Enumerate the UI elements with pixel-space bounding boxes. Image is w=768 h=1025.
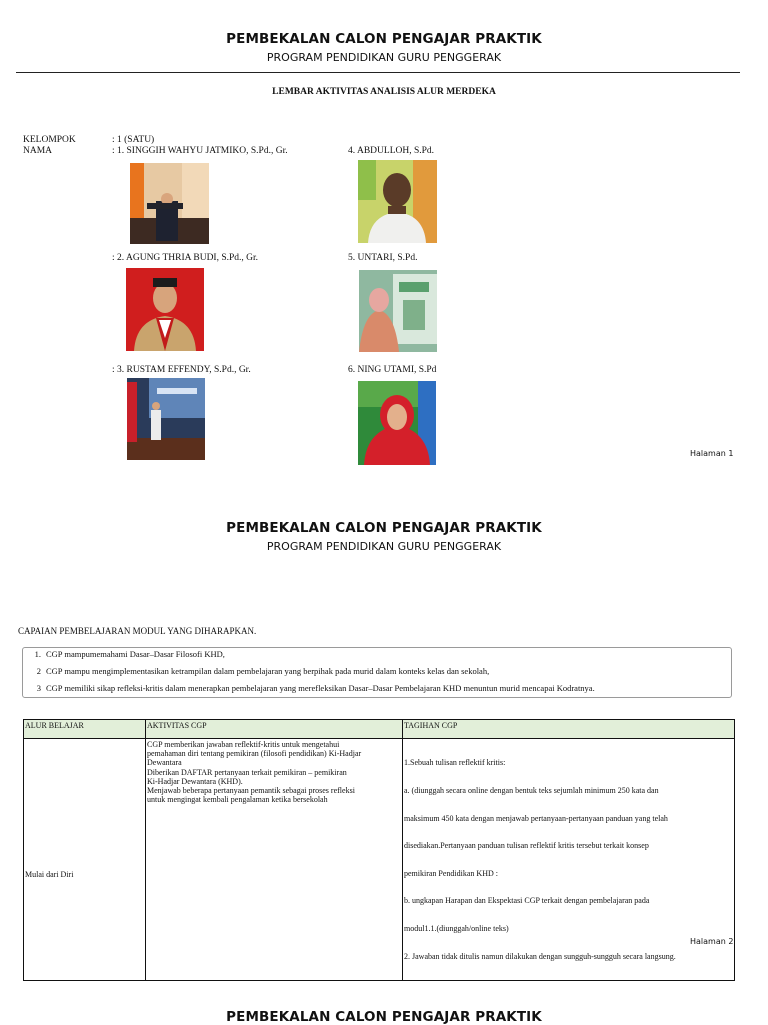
page3-header-title: PEMBEKALAN CALON PENGAJAR PRAKTIK	[226, 1009, 542, 1025]
member-photo-6	[358, 381, 436, 465]
table-row	[24, 739, 735, 981]
capaian-item-text: CGP mampu mengimplementasikan ketrampilan dalam pembelajaran yang berpihak pada murid dalam konteks kelas dan sekolah,	[46, 666, 490, 676]
table-header-row	[24, 720, 735, 739]
column-header-tagihan-cgp: TAGIHAN CGP	[403, 720, 735, 739]
member-photo-3	[127, 378, 205, 460]
page2-header-title: PEMBEKALAN CALON PENGAJAR PRAKTIK	[226, 520, 542, 536]
aktivitas-line: CGP memberikan jawaban reflektif-kritis untuk mengetahui	[147, 740, 340, 749]
member-name-4: 4. ABDULLOH, S.Pd.	[348, 146, 435, 156]
page1-header-subtitle: PROGRAM PENDIDIKAN GURU PENGGERAK	[266, 51, 502, 64]
tagihan-line: modul1.1.(diunggah/online teks)	[404, 924, 509, 934]
aktivitas-line: untuk mengingat kembali pengalaman ketika bersekolah	[147, 795, 328, 805]
cell-tagihan-cgp	[403, 739, 735, 981]
header-divider	[16, 72, 740, 73]
page2-header-subtitle: PROGRAM PENDIDIKAN GURU PENGGERAK	[266, 540, 502, 553]
tagihan-line: 1.Sebuah tulisan reflektif kritis:	[404, 758, 506, 768]
member-photo-1	[130, 163, 209, 244]
cell-alur-belajar: Mulai dari Diri	[24, 739, 146, 981]
column-header-aktivitas-cgp: AKTIVITAS CGP	[146, 720, 403, 739]
tagihan-line: b. ungkapan Harapan dan Ekspektasi CGP terkait dengan pembelajaran pada	[404, 896, 650, 906]
aktivitas-line: Dewantara	[147, 758, 182, 768]
kelompok-value: : 1 (SATU)	[112, 135, 155, 145]
document-heading: LEMBAR AKTIVITAS ANALISIS ALUR MERDEKA	[272, 87, 496, 97]
member-name-5: 5. UNTARI, S.Pd.	[348, 253, 418, 263]
member-name-6: 6. NING UTAMI, S.Pd	[348, 365, 437, 375]
member-photo-4	[358, 160, 437, 243]
aktivitas-line: Diberikan DAFTAR pertanyaan terkait pemikiran – pemikiran	[147, 767, 347, 777]
aktivitas-line: pemahaman diri tentang pemikiran (filosofi pendidikan) Ki-Hadjar	[147, 749, 362, 759]
member-name-2: : 2. AGUNG THRIA BUDI, S.Pd., Gr.	[112, 253, 259, 263]
alur-belajar-table	[23, 719, 735, 981]
tagihan-line: pemikiran Pendidikan KHD :	[404, 868, 498, 878]
tagihan-line: disediakan.Pertanyaan panduan tulisan reflektif kritis tersebut terkait konsep	[404, 841, 649, 851]
column-header-alur-belajar: ALUR BELAJAR	[24, 720, 146, 739]
member-name-3: : 3. RUSTAM EFFENDY, S.Pd., Gr.	[112, 365, 251, 375]
nama-label: NAMA	[23, 146, 53, 156]
aktivitas-line: Menjawab beberapa pertanyaan pemantik sebagai proses refleksi	[147, 786, 355, 796]
capaian-item-number: 1.	[34, 649, 41, 659]
capaian-list-box	[22, 647, 732, 698]
page-number-1: Halaman 1	[690, 449, 734, 458]
capaian-item-number: 3	[36, 683, 41, 693]
tagihan-line: a. (diunggah secara online dengan bentuk teks sejumlah minimum 250 kata dan	[404, 786, 659, 796]
capaian-item-text: CGP memiliki sikap refleksi-kritis dalam menerapkan pembelajaran yang merefleksikan Dasar–Dasar Pembelajaran KHD menuntun murid mencapai Kodratnya.	[46, 683, 595, 693]
capaian-heading: CAPAIAN PEMBELAJARAN MODUL YANG DIHARAPKAN.	[18, 626, 257, 636]
member-photo-2	[126, 268, 204, 351]
tagihan-line: maksimum 450 kata dengan menjawab pertanyaan-pertanyaan panduan yang telah	[404, 813, 668, 823]
member-photo-5	[359, 270, 437, 352]
capaian-item-number: 2	[36, 666, 41, 676]
page-number-2: Halaman 2	[690, 937, 734, 946]
aktivitas-line: Ki-Hadjar Dewantara (KHD).	[147, 776, 243, 786]
kelompok-label: KELOMPOK	[23, 135, 76, 145]
page1-header-title: PEMBEKALAN CALON PENGAJAR PRAKTIK	[226, 31, 542, 47]
member-name-1: : 1. SINGGIH WAHYU JATMIKO, S.Pd., Gr.	[112, 146, 288, 156]
tagihan-line: 2. Jawaban tidak ditulis namun dilakukan dengan sungguh-sungguh secara langsung.	[404, 951, 676, 961]
capaian-item-text: CGP mampumemahami Dasar–Dasar Filosofi KHD,	[46, 649, 225, 659]
cell-aktivitas-cgp	[146, 739, 403, 981]
